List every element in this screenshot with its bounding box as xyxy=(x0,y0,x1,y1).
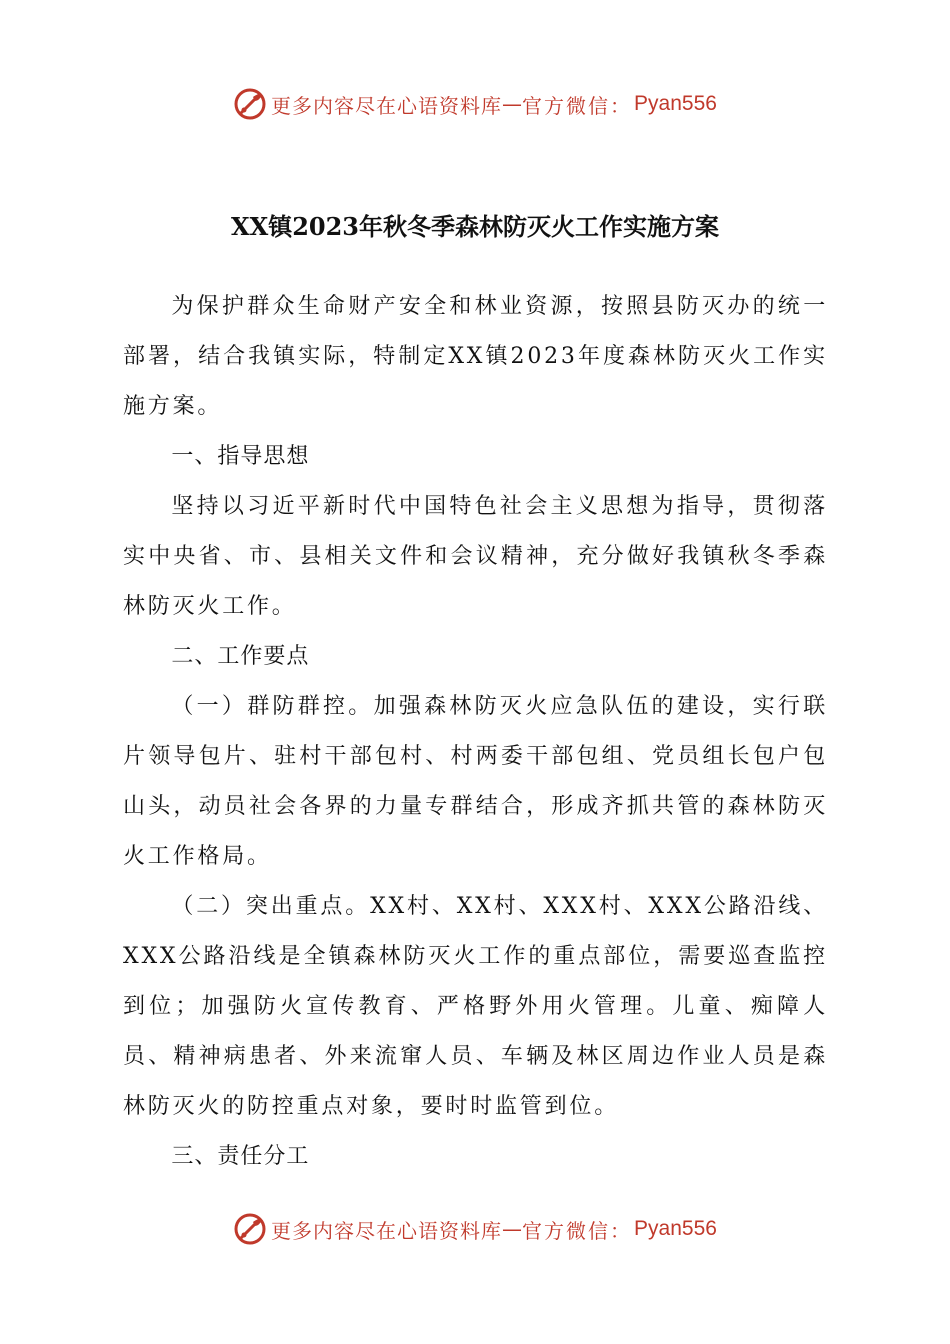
watermark-wechat-label: 官方微信： xyxy=(522,1218,633,1243)
watermark-separator: — xyxy=(502,92,523,116)
brush-logo-icon xyxy=(233,1212,267,1246)
brush-logo-icon xyxy=(233,87,267,121)
document-body xyxy=(123,282,828,1182)
watermark-wechat-id: Pyan556 xyxy=(634,1217,717,1240)
watermark-wechat-label: 官方微信： xyxy=(522,93,633,118)
watermark-banner-top xyxy=(0,84,950,124)
section1-paragraph: 坚持以习近平新时代中国特色社会主义思想为指导，贯彻落实中央省、市、县相关文件和会议精神，充分做好我镇秋冬季森林防灭火工作。 xyxy=(123,494,828,619)
watermark-text: 更多内容尽在心语资料库 xyxy=(271,93,503,118)
watermark-wechat-id: Pyan556 xyxy=(634,92,717,115)
section1-heading: 一、指导思想 xyxy=(171,444,310,469)
section3-heading: 三、责任分工 xyxy=(171,1144,310,1169)
section2-item1: （一）群防群控。加强森林防灭火应急队伍的建设，实行联片领导包片、驻村干部包村、村两委干部包组、党员组长包户包山头，动员社会各界的力量专群结合，形成齐抓共管的森林防灭火工作格局。 xyxy=(123,694,828,869)
watermark-text: 更多内容尽在心语资料库 xyxy=(271,1218,503,1243)
document-title: XX镇2023年秋冬季森林防灭火工作实施方案 xyxy=(230,212,720,241)
watermark-separator: — xyxy=(502,1217,523,1241)
section2-heading: 二、工作要点 xyxy=(171,644,310,669)
section2-item2: （二）突出重点。XX村、XX村、XXX村、XXX公路沿线、XXX公路沿线是全镇森林防灭火工作的重点部位，需要巡查监控到位；加强防火宣传教育、严格野外用火管理。儿童、痴障人员、精神病患者、外来流窜人员、车辆及林区周边作业人员是森林防灭火的防控重点对象，要时时监管到位。 xyxy=(123,894,828,1119)
watermark-banner-bottom xyxy=(0,1209,950,1249)
intro-paragraph: 为保护群众生命财产安全和林业资源，按照县防灭办的统一部署，结合我镇实际，特制定XX镇2023年度森林防灭火工作实施方案。 xyxy=(123,294,828,419)
